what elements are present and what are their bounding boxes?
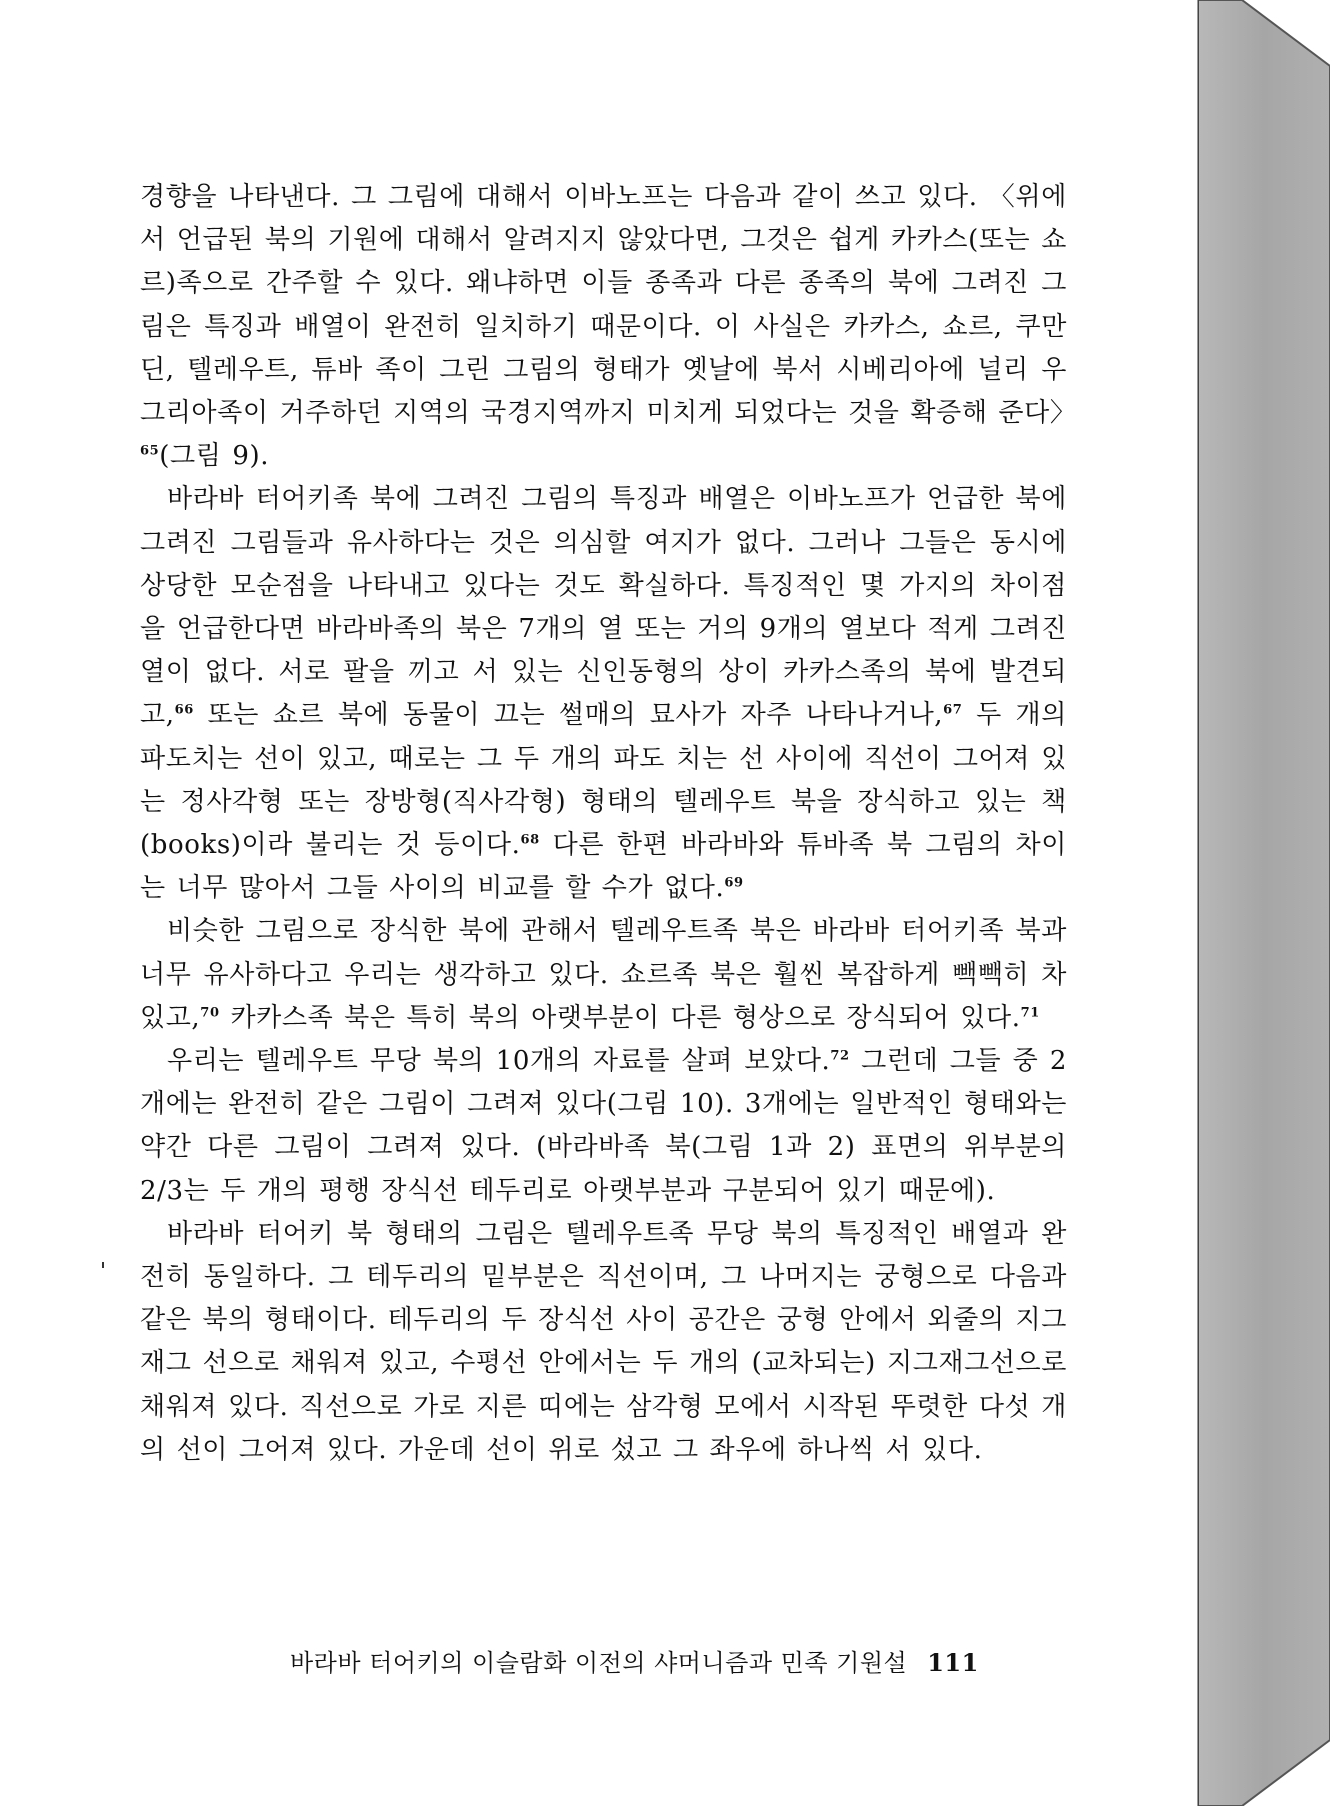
paragraph-text: 카카스족 북은 특히 북의 아랫부분이 다른 형상으로 장식되어 있다. [219, 1002, 1021, 1033]
paragraph-text: 우리는 텔레우트 무당 북의 10개의 자료를 살펴 보았다. [167, 1046, 831, 1077]
paragraph-text: 그런데 그들 중 2개에는 완전히 같은 그림이 그려져 있다(그림 10). 3개에는 일반적인 형태와는 약간 다른 그림이 그려져 있다. (바라바족 북(그림 1과 2) 표면의 위부분의 2/3는 두 개의 평행 장식선 테두리로 아랫부분과 구분되어 있기 때문에). [140, 1046, 1067, 1206]
paragraph-text: 다른 한편 바라바와 튜바족 북 그림의 차이는 너무 많아서 그들 사이의 비교를 할 수가 없다. [140, 830, 1067, 904]
footnote-ref: 71 [1020, 1005, 1040, 1021]
footnote-ref: 70 [200, 1005, 220, 1021]
paragraph-text: 두 개의 파도치는 선이 있고, 때로는 그 두 개의 파도 치는 선 사이에 직선이 그어져 있는 정사각형 또는 장방형(직사각형) 형태의 텔레우트 북을 장식하고 있는 책(books)이라 불리는 것 등이다. [140, 700, 1067, 861]
paragraph [140, 1040, 1067, 1213]
paragraph-text: (그림 9). [159, 441, 270, 472]
footnote-ref: 69 [724, 875, 744, 891]
paragraph [140, 1213, 1067, 1472]
paragraph-text: 바라바 터어키 북 형태의 그림은 텔레우트족 무당 북의 특징적인 배열과 완전히 동일하다. 그 테두리의 밑부분은 직선이며, 그 나머지는 궁형으로 다음과 같은 북의 형태이다. 테두리의 두 장식선 사이 공간은 궁형 안에서 외줄의 지그재그 선으로 채워져 있고, 수평선 안에서는 두 개의 (교차되는) 지그재그선으로 채워져 있다. 직선으로 가로 지른 띠에는 삼각형 모에서 시작된 뚜렷한 다섯 개의 선이 그어져 있다. 가운데 선이 위로 섰고 그 좌우에 하나씩 서 있다. [140, 1218, 1067, 1465]
paragraph-text: 바라바 터어키족 북에 그려진 그림의 특징과 배열은 이바노프가 언급한 북에 그려진 그림들과 유사하다는 것은 의심할 여지가 없다. 그러나 그들은 동시에 상당한 모순점을 나타내고 있다는 것도 확실하다. 특징적인 몇 가지의 차이점을 언급한다면 바라바족의 북은 7개의 열 또는 거의 9개의 열보다 적게 그려진 열이 없다. 서로 팔을 끼고 서 있는 신인동형의 상이 카카스족의 북에 발견되고, [140, 484, 1067, 731]
page-number: 111 [927, 1648, 979, 1677]
running-footer [290, 1643, 1060, 1678]
footnote-ref: 65 [140, 443, 160, 459]
paragraph [140, 478, 1067, 910]
footnote-ref: 66 [174, 702, 194, 718]
running-title: 바라바 터어키의 이슬람화 이전의 샤머니즘과 민족 기원설 [290, 1649, 908, 1677]
footnote-ref: 68 [520, 832, 540, 848]
page-body [140, 176, 1077, 1472]
book-edge-shading [1198, 0, 1330, 1806]
paragraph-text: 경향을 나타낸다. 그 그림에 대해서 이바노프는 다음과 같이 쓰고 있다. 〈위에서 언급된 북의 기원에 대해서 알려지지 않았다면, 그것은 쉽게 카카스(또는 쇼르)족으로 간주할 수 있다. 왜냐하면 이들 종족과 다른 종족의 북에 그려진 그림은 특징과 배열이 완전히 일치하기 때문이다. 이 사실은 카카스, 쇼르, 쿠만딘, 텔레우트, 튜바 족이 그린 그림의 형태가 옛날에 북서 시베리아에 널리 우그리아족이 거주하던 지역의 국경지역까지 미치게 되었다는 것을 확증해 준다〉 [140, 182, 1077, 429]
footnote-ref: 67 [943, 702, 963, 718]
paragraph-text: 또는 쇼르 북에 동물이 끄는 썰매의 묘사가 자주 나타나거나, [193, 700, 944, 731]
footnote-ref: 72 [830, 1048, 850, 1064]
paragraph-text: 비슷한 그림으로 장식한 북에 관해서 텔레우트족 북은 바라바 터어키족 북과 너무 유사하다고 우리는 생각하고 있다. 쇼르족 북은 훨씬 복잡하게 빽빽히 차 있고, [140, 916, 1067, 1033]
paragraph [140, 176, 1077, 478]
stray-ink-mark [102, 1262, 104, 1268]
paragraph [140, 910, 1067, 1040]
